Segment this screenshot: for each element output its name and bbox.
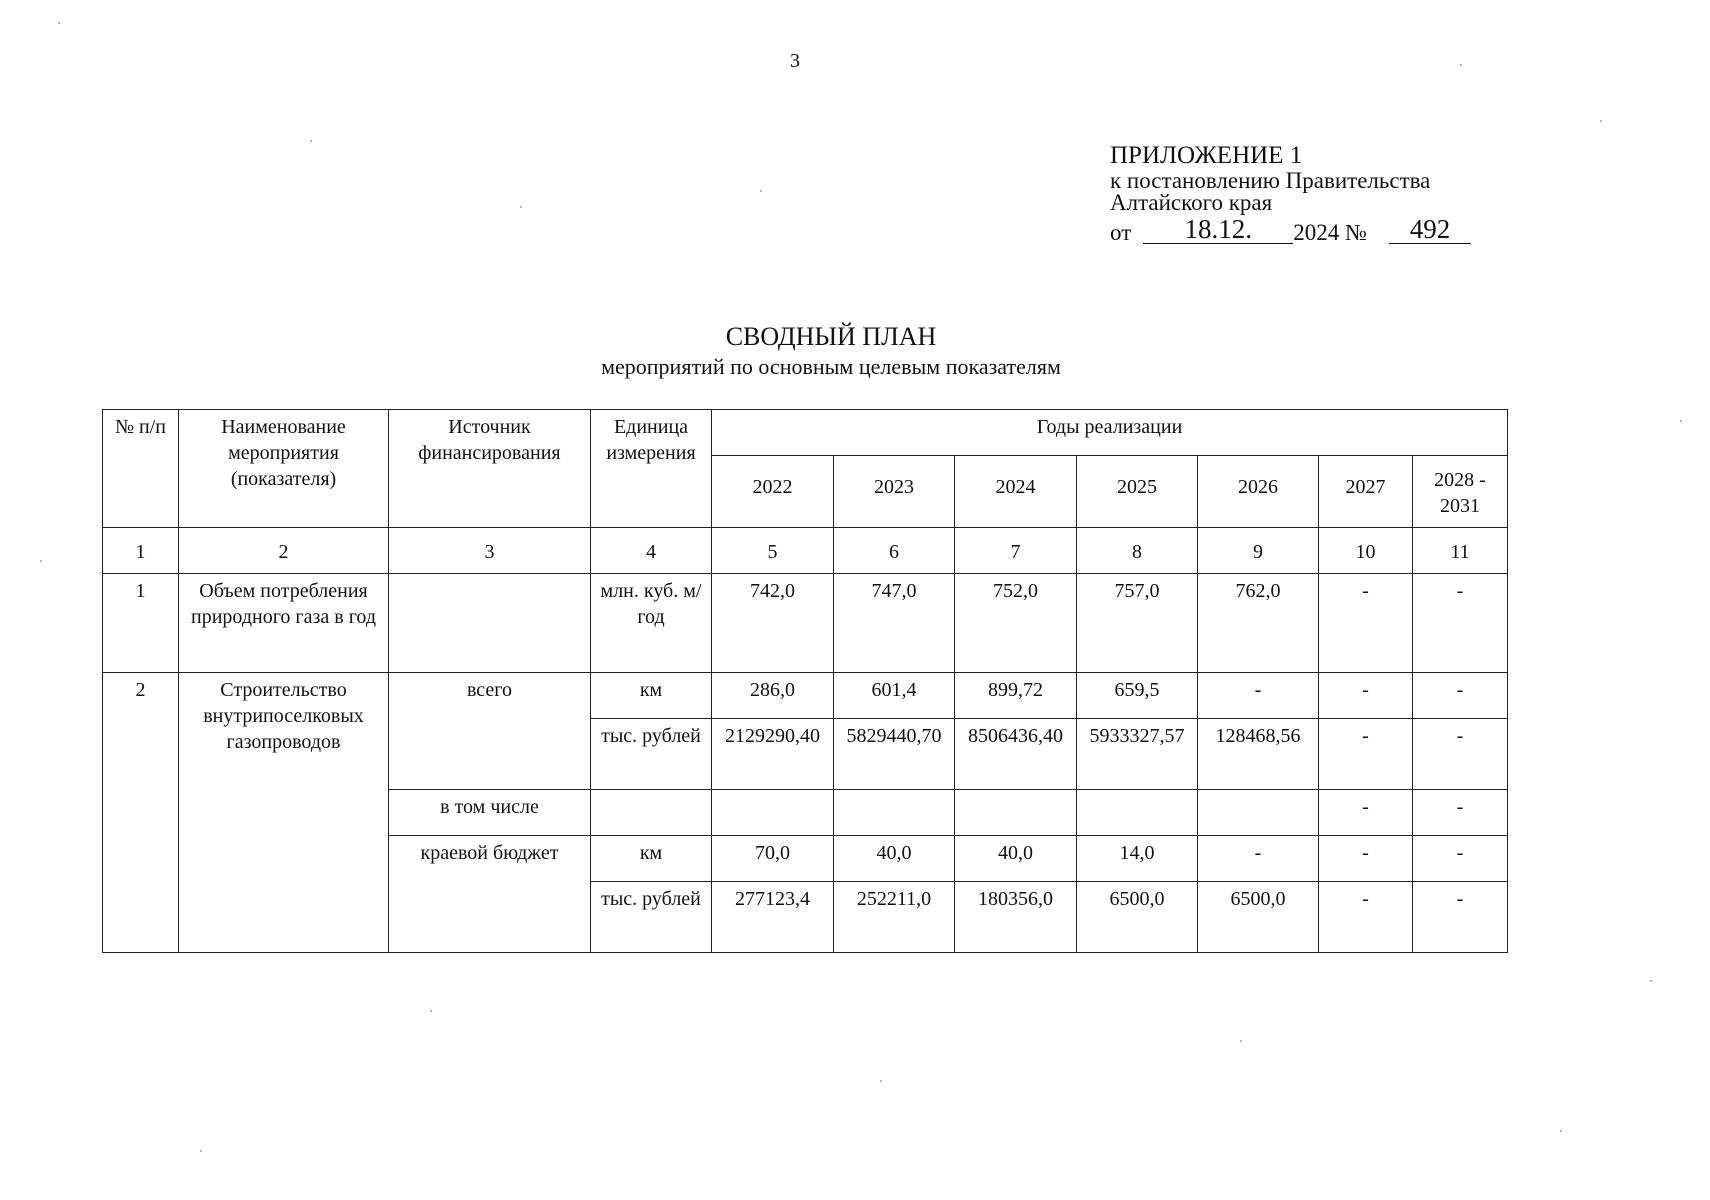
funding-source: всего [389,673,591,790]
year-value: - [1198,836,1319,882]
table-row [103,673,1508,719]
scan-speck [1650,980,1652,982]
scan-speck [58,22,60,24]
document-subtitle: мероприятий по основным целевым показателям [601,354,1061,379]
year-value [955,790,1077,836]
year-value: 752,0 [955,574,1077,673]
year-value: 128468,56 [1198,719,1319,790]
year-value: 8506436,40 [955,719,1077,790]
column-number: 9 [1198,528,1319,574]
from-label: от [1110,220,1132,245]
year-value: - [1413,790,1508,836]
year-value [1198,790,1319,836]
year-value: - [1319,673,1413,719]
column-number: 2 [179,528,389,574]
year-value: 286,0 [712,673,834,719]
table-row [103,574,1508,673]
year-value: 601,4 [834,673,955,719]
year-value: - [1413,882,1508,953]
year-value: 40,0 [834,836,955,882]
row-number: 2 [103,673,179,953]
year-value [834,790,955,836]
year-value: 277123,4 [712,882,834,953]
header-source: Источник финансирования [389,410,591,528]
header-years-group: Годы реализации [712,410,1508,456]
year-value: 6500,0 [1077,882,1198,953]
year-value: 757,0 [1077,574,1198,673]
column-number: 7 [955,528,1077,574]
year-number-label: 2024 № [1293,220,1367,245]
year-value: 2129290,40 [712,719,834,790]
year-value: - [1319,882,1413,953]
year-value: - [1413,719,1508,790]
year-value: 659,5 [1077,673,1198,719]
column-number: 5 [712,528,834,574]
year-value: 252211,0 [834,882,955,953]
scan-speck [520,206,522,208]
year-value: - [1319,836,1413,882]
header-year: 2024 [955,456,1077,528]
year-value: 180356,0 [955,882,1077,953]
year-value: 14,0 [1077,836,1198,882]
header-year: 2025 [1077,456,1198,528]
unit: тыс. рублей [591,882,712,953]
unit: млн. куб. м/год [591,574,712,673]
year-value: - [1413,574,1508,673]
funding-source: краевой бюджет [389,836,591,953]
year-value: 762,0 [1198,574,1319,673]
scan-speck [430,1010,432,1012]
scan-speck [880,1080,882,1082]
unit: км [591,673,712,719]
scan-speck [310,140,312,142]
unit [591,790,712,836]
appendix-line-2: Алтайского края [1110,190,1273,215]
scan-speck [1680,420,1682,422]
header-year: 2028 - 2031 [1413,456,1508,528]
header-unit: Единица измерения [591,410,712,528]
scan-speck [1460,64,1462,66]
year-value: 5933327,57 [1077,719,1198,790]
year-value: - [1413,673,1508,719]
appendix-line-1: к постановлению Правительства [1110,168,1431,193]
decree-date: 18.12. [1143,216,1293,244]
column-number: 1 [103,528,179,574]
column-number: 4 [591,528,712,574]
column-number: 3 [389,528,591,574]
indicator-name: Строительство внутрипоселковых газопроводов [179,673,389,953]
year-value: - [1319,719,1413,790]
document-title: СВОДНЫЙ ПЛАН [725,322,937,351]
year-value [712,790,834,836]
column-number: 6 [834,528,955,574]
row-number: 1 [103,574,179,673]
year-value: 5829440,70 [834,719,955,790]
header-year: 2023 [834,456,955,528]
year-value: - [1198,673,1319,719]
column-number: 11 [1413,528,1508,574]
header-year: 2022 [712,456,834,528]
header-year: 2026 [1198,456,1319,528]
scan-speck [1560,1130,1562,1132]
indicator-name: Объем потребления природного газа в год [179,574,389,673]
scan-speck [200,1150,202,1152]
summary-plan-table [102,409,1508,953]
scan-speck [1240,1040,1242,1042]
year-value: 6500,0 [1198,882,1319,953]
unit: км [591,836,712,882]
scan-speck [760,190,762,192]
appendix-title: ПРИЛОЖЕНИЕ 1 [1110,142,1303,169]
header-name: Наименование мероприятия (показателя) [179,410,389,528]
header-year: 2027 [1319,456,1413,528]
scan-speck [40,560,42,562]
year-value: 747,0 [834,574,955,673]
year-value [1077,790,1198,836]
funding-source [389,574,591,673]
year-value: 899,72 [955,673,1077,719]
year-value: - [1319,574,1413,673]
unit: тыс. рублей [591,719,712,790]
year-value: 40,0 [955,836,1077,882]
column-number: 8 [1077,528,1198,574]
header-num: № п/п [103,410,179,528]
page-number: 3 [790,50,800,72]
scan-speck [1600,120,1602,122]
year-value: - [1319,790,1413,836]
funding-source: в том числе [389,790,591,836]
appendix-block [1110,142,1510,244]
year-value: 70,0 [712,836,834,882]
decree-number: 492 [1389,216,1471,244]
year-value: 742,0 [712,574,834,673]
appendix-date-line [1110,216,1510,244]
year-value: - [1413,836,1508,882]
column-number: 10 [1319,528,1413,574]
